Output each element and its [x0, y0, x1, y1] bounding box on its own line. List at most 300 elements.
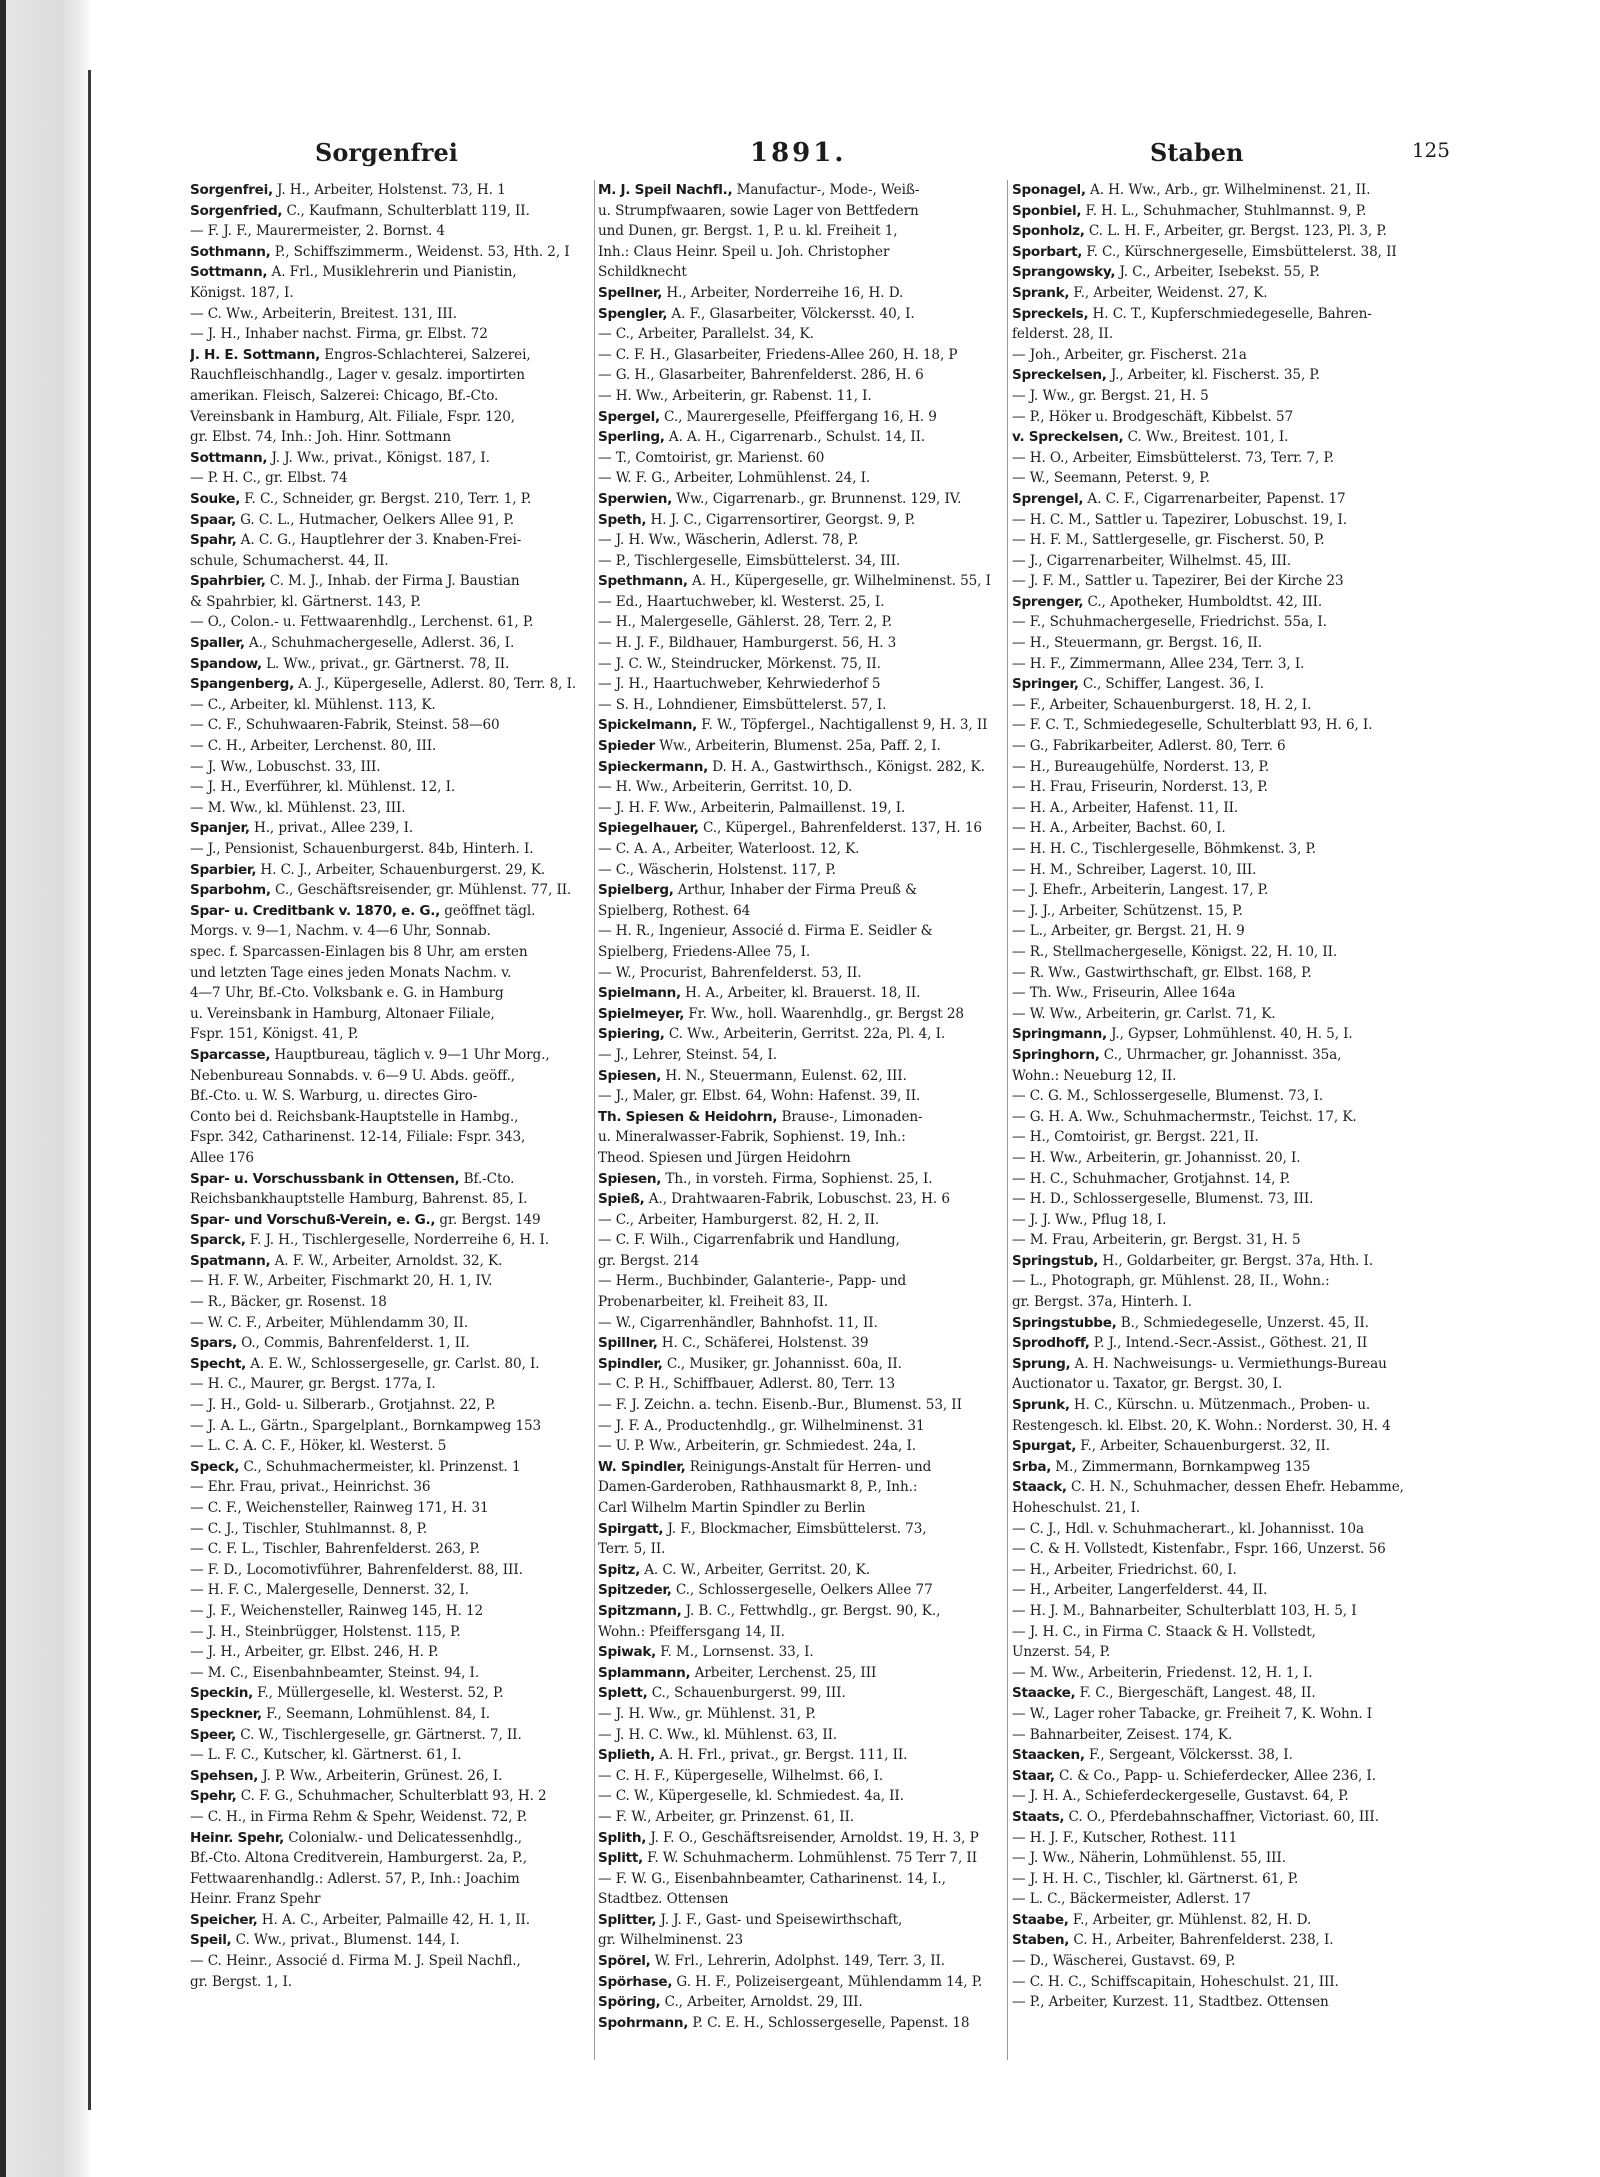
entry-details: F. C., Kürschnergeselle, Eimsbüttelerst. 38, II [1082, 243, 1397, 260]
entry-name: Speckin, [190, 1685, 253, 1702]
directory-entry [598, 1313, 998, 1334]
entry-details: Bf.-Cto. u. W. S. Warburg, u. directes Giro- [190, 1088, 478, 1105]
entry-details: Reinigungs-Anstalt für Herren- und [685, 1458, 932, 1475]
entry-details: A. A. H., Cigarrenarb., Schulst. 14, II. [664, 429, 926, 446]
directory-entry [190, 1354, 590, 1375]
directory-entry [190, 736, 590, 757]
directory-entry [1012, 1251, 1412, 1272]
entry-details: C., Geschäftsreisender, gr. Mühlenst. 77, II. [270, 882, 572, 899]
directory-entry [598, 1725, 998, 1746]
entry-details: F. C., Schneider, gr. Bergst. 210, Terr. 1, P. [240, 490, 532, 507]
directory-entry [1012, 1560, 1412, 1581]
directory-entry [598, 736, 998, 757]
entry-name: Spiering, [598, 1026, 665, 1043]
entry-details: — H. R., Ingenieur, Associé d. Firma E. Seidler & [598, 923, 933, 940]
directory-entry [598, 1374, 998, 1395]
directory-entry [598, 365, 998, 386]
directory-entry [598, 1560, 998, 1581]
entry-name: Spitzmann, [598, 1602, 682, 1619]
entry-details: J. C., Arbeiter, Isebekst. 55, P. [1115, 264, 1320, 281]
entry-details: P. C. E. H., Schlossergeselle, Papenst. 18 [688, 2014, 970, 2031]
directory-entry [598, 695, 998, 716]
directory-entry [190, 1766, 590, 1787]
entry-details: Conto bei d. Reichsbank-Hauptstelle in Hambg., [190, 1108, 519, 1125]
entry-name: Spielmeyer, [598, 1005, 685, 1022]
entry-details: P., Schiffszimmerm., Weidenst. 53, Hth. 2, I [270, 243, 570, 260]
entry-details: C., Apotheker, Humboldtst. 42, III. [1083, 593, 1323, 610]
entry-details: Spielberg, Rothest. 64 [598, 902, 751, 919]
entry-details: — H., Comtoirist, gr. Bergst. 221, II. [1012, 1129, 1259, 1146]
directory-entry [190, 1292, 590, 1313]
entry-details: — C., Arbeiter, Parallelst. 34, K. [598, 326, 814, 343]
entry-details: gr. Bergst. 37a, Hinterh. I. [1012, 1294, 1192, 1311]
directory-entry [190, 1601, 590, 1622]
directory-entry [1012, 654, 1412, 675]
directory-entry [190, 1910, 590, 1931]
entry-name: Spörhase, [598, 1973, 673, 1990]
entry-details: — T., Comtoirist, gr. Marienst. 60 [598, 449, 825, 466]
entry-details: Fspr. 151, Königst. 41, P. [190, 1026, 359, 1043]
entry-details: — C., Arbeiter, kl. Mühlenst. 113, K. [190, 696, 436, 713]
directory-entry [190, 633, 590, 654]
entry-details: Unzerst. 54, P. [1012, 1644, 1111, 1661]
directory-entry [190, 1683, 590, 1704]
entry-details: C., Küpergel., Bahrenfelderst. 137, H. 16 [698, 820, 982, 837]
entry-name: Sparck, [190, 1232, 246, 1249]
directory-entry [598, 242, 998, 263]
entry-details: Ww., Cigarrenarb., gr. Brunnenst. 129, IV. [672, 490, 962, 507]
entry-details: Hoheschulst. 21, I. [1012, 1500, 1141, 1516]
directory-entry [598, 1642, 998, 1663]
directory-entry [190, 1333, 590, 1354]
entry-details: — J. Ww., gr. Bergst. 21, H. 5 [1012, 387, 1209, 404]
directory-entry [1012, 1395, 1412, 1416]
entry-details: Manufactur-, Mode-, Weiß- [732, 182, 920, 198]
directory-entry [598, 880, 998, 901]
entry-details: — H. Ww., Arbeiterin, gr. Johannisst. 20, I. [1012, 1149, 1301, 1166]
directory-entry [190, 468, 590, 489]
directory-entry [1012, 1477, 1412, 1498]
entry-details: — J., Cigarrenarbeiter, Wilhelmst. 45, III. [1012, 552, 1292, 569]
directory-entry [1012, 757, 1412, 778]
entry-details: H. J. C., Cigarrensortirer, Georgst. 9, P. [646, 511, 916, 528]
directory-entry [190, 1725, 590, 1746]
entry-details: Probenarbeiter, kl. Freiheit 83, II. [598, 1294, 829, 1311]
directory-entry [1012, 633, 1412, 654]
directory-entry [598, 1230, 998, 1251]
entry-details: Allee 176 [190, 1149, 254, 1166]
entry-details: gr. Elbst. 74, Inh.: Joh. Hinr. Sottmann [190, 429, 452, 446]
entry-name: Sperwien, [598, 490, 673, 507]
directory-entry [1012, 324, 1412, 345]
directory-entry [598, 798, 998, 819]
entry-details: — J. J., Arbeiter, Schützenst. 15, P. [1012, 902, 1243, 919]
directory-entry [190, 1889, 590, 1910]
entry-details: — Bahnarbeiter, Zeisest. 174, K. [1012, 1726, 1233, 1743]
entry-name: Splieth, [598, 1747, 655, 1764]
directory-entry [190, 860, 590, 881]
directory-entry [598, 448, 998, 469]
entry-name: Heinr. Spehr, [190, 1829, 284, 1846]
directory-entry [190, 1828, 590, 1849]
directory-entry [190, 818, 590, 839]
directory-entry [598, 757, 998, 778]
entry-details: C., Schuhmachermeister, kl. Prinzenst. 1 [239, 1458, 521, 1475]
entry-name: Spar- u. Creditbank v. 1870, e. G., [190, 902, 440, 919]
entry-details: — J. C. W., Steindrucker, Mörkenst. 75, II. [598, 655, 881, 672]
directory-entry [190, 983, 590, 1004]
entry-details: Bf.-Cto. Altona Creditverein, Hamburgerst. 2a, P., [190, 1850, 527, 1867]
directory-entry [190, 1127, 590, 1148]
entry-details: — F., Arbeiter, Schauenburgerst. 18, H. 2, I. [1012, 696, 1312, 713]
entry-details: O., Commis, Bahrenfelderst. 1, II. [236, 1335, 470, 1352]
directory-entry [190, 324, 590, 345]
directory-entry [1012, 1580, 1412, 1601]
directory-entry [1012, 1704, 1412, 1725]
entry-name: Spillner, [598, 1335, 658, 1352]
directory-entry [1012, 448, 1412, 469]
directory-entry [598, 1169, 998, 1190]
directory-entry [598, 1848, 998, 1869]
directory-entry [598, 1869, 998, 1890]
directory-entry [598, 942, 998, 963]
directory-entry [598, 1148, 998, 1169]
directory-entry [190, 386, 590, 407]
entry-name: Spohrmann, [598, 2014, 689, 2031]
entry-details: J., Arbeiter, kl. Fischerst. 35, P. [1106, 367, 1320, 384]
directory-entry [1012, 1848, 1412, 1869]
directory-entry [190, 1519, 590, 1540]
directory-entry [190, 1457, 590, 1478]
directory-entry [190, 1086, 590, 1107]
directory-entry [1012, 345, 1412, 366]
entry-details: u. Mineralwasser-Fabrik, Sophienst. 19, Inh.: [598, 1129, 906, 1146]
entry-details: Morgs. v. 9—1, Nachm. v. 4—6 Uhr, Sonnab. [190, 923, 491, 940]
entry-details: C. F. G., Schuhmacher, Schulterblatt 93, H. 2 [236, 1788, 547, 1805]
directory-entry [598, 1127, 998, 1148]
directory-entry [190, 839, 590, 860]
directory-entry [598, 1395, 998, 1416]
entry-name: Sponagel, [1012, 182, 1086, 198]
entry-details: F. W. Schuhmacherm. Lohmühlenst. 75 Terr 7, II [642, 1850, 977, 1867]
directory-entry [1012, 860, 1412, 881]
entry-details: — C., Arbeiter, Hamburgerst. 82, H. 2, II. [598, 1211, 880, 1228]
entry-details: gr. Bergst. 1, I. [190, 1973, 292, 1990]
entry-details: A. F. W., Arbeiter, Arnoldst. 32, K. [270, 1252, 503, 1269]
directory-entry [598, 1436, 998, 1457]
directory-entry [190, 1848, 590, 1869]
directory-entry [190, 1066, 590, 1087]
page-header [150, 138, 1450, 174]
directory-entry [1012, 1313, 1412, 1334]
directory-entry [598, 901, 998, 922]
directory-entry [598, 921, 998, 942]
directory-entry [1012, 1354, 1412, 1375]
entry-name: Sprank, [1012, 284, 1070, 301]
directory-entry [190, 1622, 590, 1643]
entry-details: F. C., Biergeschäft, Langest. 48, II. [1075, 1685, 1316, 1702]
directory-entry [190, 365, 590, 386]
directory-entry [190, 1004, 590, 1025]
entry-details: amerikan. Fleisch, Salzerei: Chicago, Bf.-Cto. [190, 387, 499, 404]
entry-details: — G. H., Glasarbeiter, Bahrenfelderst. 286, H. 6 [598, 367, 924, 384]
directory-entry [1012, 1766, 1412, 1787]
directory-entry [1012, 365, 1412, 386]
directory-entry [190, 571, 590, 592]
entry-name: Spiegelhauer, [598, 820, 699, 837]
directory-entry [190, 1251, 590, 1272]
entry-details: — R., Bäcker, gr. Rosenst. 18 [190, 1294, 387, 1311]
directory-entry [1012, 1333, 1412, 1354]
directory-entry [1012, 201, 1412, 222]
entry-name: W. Spindler, [598, 1458, 686, 1475]
directory-entry [1012, 1045, 1412, 1066]
directory-entry [598, 983, 998, 1004]
directory-entry [1012, 1066, 1412, 1087]
entry-details: — C. W., Küpergeselle, kl. Schmiedest. 4a, II. [598, 1788, 904, 1805]
directory-entry [1012, 1210, 1412, 1231]
directory-entry [190, 757, 590, 778]
entry-details: — L., Photograph, gr. Mühlenst. 28, II., Wohn.: [1012, 1273, 1330, 1290]
directory-entry [190, 1416, 590, 1437]
directory-entry [190, 612, 590, 633]
entry-details: J. F., Blockmacher, Eimsbüttelerst. 73, [663, 1520, 927, 1537]
entry-name: Souke, [190, 490, 241, 507]
directory-entry [190, 695, 590, 716]
entry-details: — H. J. F., Bildhauer, Hamburgerst. 56, H. 3 [598, 635, 897, 652]
entry-details: A., Schuhmachergeselle, Adlerst. 36, I. [244, 635, 515, 652]
directory-entry [598, 1807, 998, 1828]
entry-name: Spellner, [598, 284, 663, 301]
directory-entry [1012, 1828, 1412, 1849]
directory-entry [1012, 510, 1412, 531]
entry-details: — C. F. H., Glasarbeiter, Friedens-Allee 260, H. 18, P [598, 346, 958, 363]
entry-name: Spurgat, [1012, 1438, 1077, 1455]
directory-entry [598, 818, 998, 839]
directory-entry [1012, 1436, 1412, 1457]
entry-details: H. C. T., Kupferschmiedegeselle, Bahren- [1088, 305, 1372, 322]
directory-entry [190, 963, 590, 984]
entry-details: gr. Bergst. 214 [598, 1252, 700, 1269]
directory-entry [1012, 736, 1412, 757]
entry-details: Vereinsbank in Hamburg, Alt. Filiale, Fspr. 120, [190, 408, 516, 425]
directory-entry [598, 1251, 998, 1272]
entry-details: — J. J. Ww., Pflug 18, I. [1012, 1211, 1167, 1228]
entry-details: — C. H. F., Küpergeselle, Wilhelmst. 66, I. [598, 1767, 884, 1784]
entry-details: — J., Lehrer, Steinst. 54, I. [598, 1046, 778, 1063]
entry-name: Sottmann, [190, 449, 268, 466]
entry-name: Sprengel, [1012, 490, 1084, 507]
directory-entry [1012, 1107, 1412, 1128]
entry-name: Spahr, [190, 532, 237, 549]
entry-name: Spatmann, [190, 1252, 271, 1269]
directory-entry [598, 1992, 998, 2013]
directory-entry [1012, 592, 1412, 613]
entry-details: C. H. N., Schuhmacher, dessen Ehefr. Hebamme, [1066, 1479, 1404, 1496]
entry-details: Auctionator u. Taxator, gr. Bergst. 30, I. [1012, 1376, 1283, 1393]
entry-details: Schildknecht [598, 264, 687, 281]
directory-entry [1012, 1024, 1412, 1045]
entry-details: Damen-Garderoben, Rathhausmarkt 8, P., Inh.: [598, 1479, 918, 1496]
directory-entry [598, 777, 998, 798]
entry-name: Sottmann, [190, 264, 268, 281]
directory-entry [598, 633, 998, 654]
directory-entry [1012, 1230, 1412, 1251]
entry-details: — J. H. A., Schieferdeckergeselle, Gustavst. 64, P. [1012, 1788, 1349, 1805]
entry-details: und letzten Tage eines jeden Monats Nachm. v. [190, 964, 512, 981]
entry-details: schule, Schumacherst. 44, II. [190, 552, 389, 569]
directory-entry [190, 674, 590, 695]
entry-name: Sponholz, [1012, 223, 1085, 240]
directory-entry [1012, 777, 1412, 798]
entry-details: felderst. 28, II. [1012, 326, 1114, 343]
entry-details: J. H., Arbeiter, Holstenst. 73, H. 1 [272, 182, 506, 198]
entry-details: G. H. F., Polizeisergeant, Mühlendamm 14, P. [672, 1973, 983, 1990]
directory-entry [190, 1271, 590, 1292]
entry-details: gr. Bergst. 149 [435, 1211, 541, 1228]
entry-name: Splammann, [598, 1664, 691, 1681]
entry-details: G. C. L., Hutmacher, Oelkers Allee 91, P. [235, 511, 514, 528]
entry-name: Spitz, [598, 1561, 640, 1578]
entry-details: H. A. C., Arbeiter, Palmaille 42, H. 1, II. [257, 1911, 531, 1928]
entry-details: — C. Heinr., Associé d. Firma M. J. Speil Nachfl., [190, 1953, 521, 1970]
directory-entry [598, 1930, 998, 1951]
entry-details: Wohn.: Neueburg 12, II. [1012, 1067, 1177, 1084]
entry-name: Spar- und Vorschuß-Verein, e. G., [190, 1211, 436, 1228]
entry-details: — H. D., Schlossergeselle, Blumenst. 73, III. [1012, 1191, 1314, 1208]
entry-details: — C. J., Tischler, Stuhlmannst. 8, P. [190, 1520, 428, 1537]
directory-entry [598, 1210, 998, 1231]
entry-name: Sprung, [1012, 1355, 1071, 1372]
directory-entry [1012, 1086, 1412, 1107]
directory-entry [190, 715, 590, 736]
entry-details: — F. J. Zeichn. a. techn. Eisenb.-Bur., Blumenst. 53, II [598, 1397, 962, 1414]
entry-details: Stadtbez. Ottensen [598, 1891, 729, 1908]
directory-entry [190, 1642, 590, 1663]
entry-details: B., Schmiedegeselle, Unzerst. 45, II. [1116, 1314, 1369, 1331]
entry-details: — H. F. W., Arbeiter, Fischmarkt 20, H. 1, IV. [190, 1273, 493, 1290]
directory-entry [1012, 1683, 1412, 1704]
directory-entry [1012, 1992, 1412, 2013]
directory-entry [1012, 1601, 1412, 1622]
entry-name: Sprangowsky, [1012, 264, 1116, 281]
directory-entry [1012, 571, 1412, 592]
entry-name: Staar, [1012, 1767, 1055, 1784]
entry-details: — H. F., Zimmermann, Allee 234, Terr. 3, I. [1012, 655, 1305, 672]
directory-entry [1012, 468, 1412, 489]
entry-details: — H. F. M., Sattlergeselle, gr. Fischerst. 50, P. [1012, 532, 1325, 549]
entry-details: A. Frl., Musiklehrerin und Pianistin, [267, 264, 517, 281]
entry-details: J. F. O., Geschäftsreisender, Arnoldst. 19, H. 3, P [646, 1829, 979, 1846]
directory-entry [1012, 963, 1412, 984]
directory-entry [190, 1745, 590, 1766]
directory-entry [598, 839, 998, 860]
entry-name: Spergel, [598, 408, 660, 425]
column-divider [594, 180, 595, 2060]
entry-details: Königst. 187, I. [190, 284, 294, 301]
header-last-entry: Staben [1150, 138, 1244, 167]
entry-details: — J. H., Inhaber nachst. Firma, gr. Elbst. 72 [190, 326, 488, 343]
entry-details: & Spahrbier, kl. Gärtnerst. 143, P. [190, 593, 421, 610]
entry-details: C. Ww., Breitest. 101, I. [1123, 429, 1289, 446]
directory-entry [1012, 1127, 1412, 1148]
entry-details: C. Ww., Arbeiterin, Gerritst. 22a, Pl. 4, I. [664, 1026, 946, 1043]
entry-details: Inh.: Claus Heinr. Speil u. Joh. Christopher [598, 243, 890, 260]
entry-name: Sparcasse, [190, 1046, 271, 1063]
directory-entry [1012, 530, 1412, 551]
directory-entry [1012, 1169, 1412, 1190]
entry-details: C. M. J., Inhab. der Firma J. Baustian [265, 573, 520, 590]
entry-details: F. M., Lornsenst. 33, I. [656, 1644, 814, 1661]
entry-name: Speck, [190, 1458, 240, 1475]
directory-entry [1012, 1271, 1412, 1292]
directory-entry [1012, 283, 1412, 304]
directory-entry [1012, 1889, 1412, 1910]
directory-entry [598, 1683, 998, 1704]
entry-name: Spaar, [190, 511, 236, 528]
directory-entry [598, 180, 998, 201]
entry-details: — L., Arbeiter, gr. Bergst. 21, H. 9 [1012, 923, 1245, 940]
directory-entry [598, 2013, 998, 2034]
entry-name: Springhorn, [1012, 1046, 1100, 1063]
directory-entry [598, 1416, 998, 1437]
entry-name: Sparbohm, [190, 882, 271, 899]
entry-details: — F. D., Locomotivführer, Bahrenfelderst. 88, III. [190, 1561, 523, 1578]
entry-details: — H. O., Arbeiter, Eimsbüttelerst. 73, Terr. 7, P. [1012, 449, 1334, 466]
entry-details: C., Musiker, gr. Johannisst. 60a, II. [662, 1355, 902, 1372]
entry-name: Splitt, [598, 1850, 643, 1867]
entry-details: C., Kaufmann, Schulterblatt 119, II. [282, 202, 530, 219]
directory-entry [598, 715, 998, 736]
directory-entry [190, 592, 590, 613]
entry-details: — F. W., Arbeiter, gr. Prinzenst. 61, II. [598, 1808, 855, 1825]
entry-name: Spielberg, [598, 882, 674, 899]
directory-entry [1012, 407, 1412, 428]
directory-entry [190, 530, 590, 551]
entry-details: — H. J. M., Bahnarbeiter, Schulterblatt 103, H. 5, I [1012, 1602, 1357, 1619]
directory-entry [598, 1066, 998, 1087]
directory-entry [598, 1745, 998, 1766]
directory-entry [598, 1766, 998, 1787]
entry-details: A. C. G., Hauptlehrer der 3. Knaben-Frei- [236, 532, 522, 549]
directory-entry [1012, 1930, 1412, 1951]
entry-details: — Herm., Buchbinder, Galanterie-, Papp- und [598, 1273, 907, 1290]
entry-details: H. N., Steuermann, Eulenst. 62, III. [661, 1067, 907, 1084]
page-left-edge [0, 0, 90, 2177]
directory-entry [190, 283, 590, 304]
directory-entry [598, 1951, 998, 1972]
directory-entry [598, 1457, 998, 1478]
entry-details: — W. F. G., Arbeiter, Lohmühlenst. 24, I. [598, 470, 871, 487]
directory-entry [190, 201, 590, 222]
directory-entry [1012, 1622, 1412, 1643]
entry-details: — P. H. C., gr. Elbst. 74 [190, 470, 348, 487]
entry-details: — W. C. F., Arbeiter, Mühlendamm 30, II. [190, 1314, 469, 1331]
entry-details: Ww., Arbeiterin, Blumenst. 25a, Paff. 2, I. [654, 738, 941, 755]
directory-entry [1012, 551, 1412, 572]
entry-details: — H. M., Schreiber, Lagerst. 10, III. [1012, 861, 1257, 878]
entry-details: — H. Frau, Friseurin, Norderst. 13, P. [1012, 779, 1268, 796]
directory-entry [598, 571, 998, 592]
entry-details: C. W., Tischlergeselle, gr. Gärtnerst. 7, II. [236, 1726, 522, 1743]
directory-entry [190, 180, 590, 201]
entry-details: Fspr. 342, Catharinenst. 12-14, Filiale: Fspr. 343, [190, 1129, 526, 1146]
entry-details: F., Müllergeselle, kl. Westerst. 52, P. [252, 1685, 504, 1702]
directory-entry [190, 942, 590, 963]
directory-entry [190, 798, 590, 819]
entry-details: — R. Ww., Gastwirthschaft, gr. Elbst. 168, P. [1012, 964, 1312, 981]
column-1 [190, 180, 590, 2070]
